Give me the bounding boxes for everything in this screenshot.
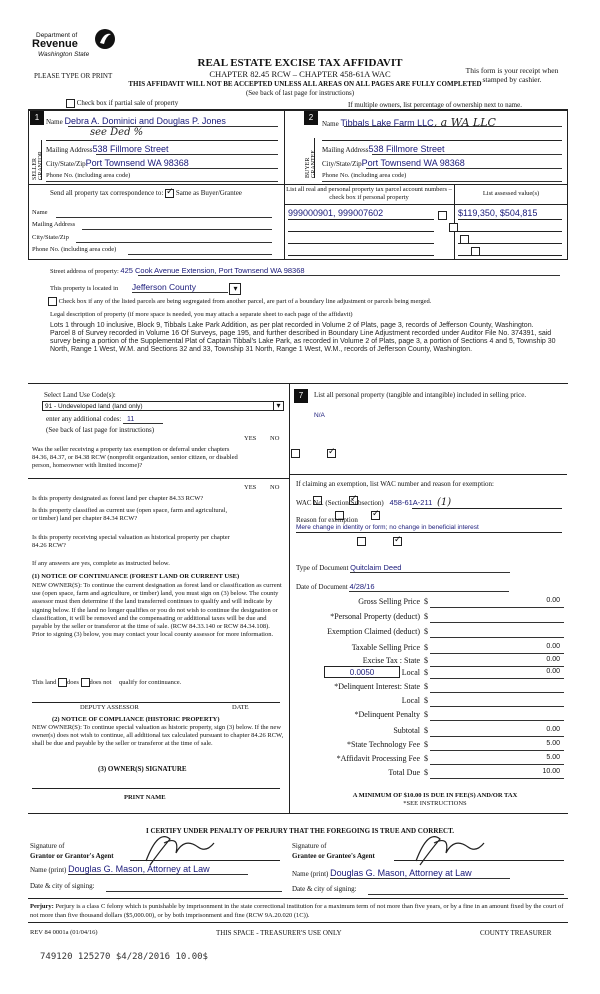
personal-property-checkbox-1[interactable]: [438, 211, 447, 220]
dollar-sign: $: [424, 656, 428, 665]
dept-line1: Department of: [36, 32, 78, 39]
reason-label: Reason for exemption: [296, 516, 358, 524]
grantor-name-row: Name (print) Douglas G. Mason, Attorney at Law: [30, 864, 248, 875]
grantee-name-row: Name (print) Douglas G. Mason, Attorney at Law: [292, 868, 510, 879]
buyer-side-label: BUYER GRANTEE: [303, 138, 315, 178]
minimum-fee-note: A MINIMUM OF $10.00 IS DUE IN FEE(S) AND/OR TAX: [352, 792, 518, 799]
dollar-sign: $: [424, 740, 428, 749]
fee-row: [296, 627, 564, 638]
seller-phone-row: Phone No. (including area code): [46, 172, 278, 179]
grantee-signature-icon: [410, 825, 490, 867]
fee-value[interactable]: 0.00: [546, 597, 560, 604]
multiple-owners-note: If multiple owners, list percentage of ownership next to name.: [348, 101, 522, 109]
personal-property-checkbox-2[interactable]: [449, 223, 458, 232]
grantor-date-row: Date & city of signing:: [30, 882, 282, 890]
form-title: REAL ESTATE EXCISE TAX AFFIDAVIT: [197, 57, 403, 69]
no-header-2: NO: [270, 484, 280, 491]
grantee-name[interactable]: Douglas G. Mason, Attorney at Law: [330, 868, 510, 879]
fee-row: [296, 682, 564, 693]
dollar-sign: $: [424, 682, 428, 691]
corr-mailing-row: Mailing Address: [32, 221, 272, 228]
personal-property-label: List all personal property (tangible and intangible) included in selling price.: [314, 391, 527, 399]
owner-signature-label: (3) OWNER(S) SIGNATURE: [98, 765, 187, 773]
q4-yes-checkbox[interactable]: [357, 537, 366, 546]
dollar-sign: $: [424, 668, 428, 677]
dollar-sign: $: [424, 612, 428, 621]
form-warning: THIS AFFIDAVIT WILL NOT BE ACCEPTED UNLESS ALL AREAS ON ALL PAGES ARE FULLY COMPLETED: [128, 80, 482, 88]
grantee-date-row: Date & city of signing:: [292, 885, 564, 893]
fee-row: [296, 597, 564, 608]
seller-side-label: SELLER GRANTOR: [30, 140, 42, 180]
notice1-body: NEW OWNER(S): To continue the current designation as forest land or classification as current use (open space, farm and agriculture, or timber) land, you must sign on (3) below. The county assessor must then determine if the land transferred continues to qualify and will indicate by signing below. If the land no longer qualifies or you do not wish to continue the designation or classification, it will be removed and the compensating or additional taxes will be due and payable by the seller or transferor at the time of sale. (RCW 84.33.140 or RCW 84.34.108). Prior to signing (3) below, you may contact your local county assessor for more information.: [32, 582, 282, 639]
dollar-sign: $: [424, 768, 428, 777]
fee-label: Taxable Selling Price: [351, 643, 420, 652]
fee-row: [296, 726, 564, 737]
segregated-row: Check box if any of the listed parcels are being segregated from another parcel, are part of a boundary line adjustment or parcels being merged.: [48, 297, 562, 306]
fee-value[interactable]: 0.00: [546, 668, 560, 675]
fee-label: *Affidavit Processing Fee: [336, 754, 420, 763]
dollar-sign: $: [424, 597, 428, 606]
fee-value[interactable]: 0.00: [546, 726, 560, 733]
q1-text: Was the seller receiving a property tax exemption or deferral under chapters 84.36, 84.37, or 84.38 RCW (nonprofit organization, senior citizen, or disabled person, homeowner with limited income)?: [32, 446, 238, 469]
fee-label: *Delinquent Penalty: [354, 710, 420, 719]
section-2-badge: 2: [304, 111, 318, 125]
fee-label: Local: [401, 696, 420, 705]
fee-row: [296, 643, 564, 654]
fee-row: [296, 612, 564, 623]
q3-no-checkbox[interactable]: [371, 511, 380, 520]
fee-label: Excise Tax : State: [362, 656, 420, 665]
corr-name-row: Name: [32, 209, 272, 216]
street-row: Street address of property: 425 Cook Avenue Extension, Port Townsend WA 98368: [50, 266, 560, 275]
fee-row: [296, 754, 564, 765]
dollar-sign: $: [424, 643, 428, 652]
no-header-1: NO: [270, 435, 280, 442]
exemption-label: If claiming an exemption, list WAC number and reason for exemption:: [296, 480, 494, 488]
dollar-sign: $: [424, 754, 428, 763]
fee-value[interactable]: 10.00: [542, 768, 560, 775]
print-name-label: PRINT NAME: [124, 794, 166, 801]
legal-description[interactable]: Lots 1 through 10 inclusive, Block 9, Tibbals Lake Park Addition, as per plat recorded in Volume 2 of Plats, page 3, records of Jefferson County, Washington. Parcel 8 of Survey recorded in Volume 16 Of Surveys, page 195, and further described in Boundary Line Adjustment recorded under Auditor File No. 374391, said survey being a portion of the Supplemental Plat of Captain Tibbal's Lake Park, as recorded in Volume 2 of Plats, page 3, a portion of Sections 4 and 5, Township 30 North, Range 1 West, W.M. and Sections 32 and 33, Township 31 North, Range 1 West, W.M., records of Jefferson County, Washington.: [50, 322, 556, 353]
buyer-phone-row: Phone No. (including area code): [322, 172, 562, 179]
seller-city-row: City/State/ZipPort Townsend WA 98368: [46, 158, 278, 168]
fee-row: [296, 768, 564, 779]
county-treasurer: COUNTY TREASURER: [480, 929, 552, 937]
grantee-sig-label1: Signature of: [292, 842, 327, 850]
corr-city-row: City/State/Zip: [32, 234, 272, 241]
personal-property-value[interactable]: N/A: [314, 412, 325, 419]
buyer-mailing-row: Mailing Address538 Fillmore Street: [322, 144, 562, 154]
see-instructions-note: *SEE INSTRUCTIONS: [403, 800, 467, 807]
fee-value[interactable]: 5.00: [546, 740, 560, 747]
fee-label: Subtotal: [393, 726, 420, 735]
legal-label: Legal description of property (if more space is needed, you may attach a separate sheet to each page of the affidavit): [50, 311, 353, 318]
doc-type-row: Type of Document Quitclaim Deed: [296, 563, 510, 573]
buyer-name-row: Name Tibbals Lake Farm LLC, a WA LLC: [322, 116, 562, 129]
yes-header-2: YES: [244, 484, 257, 491]
revenue-logo: [32, 28, 122, 64]
dept-line3: Washington State: [38, 51, 90, 58]
county-select[interactable]: Jefferson County: [132, 282, 228, 293]
seller-mailing[interactable]: 538 Fillmore Street: [92, 144, 169, 154]
county-row: This property is located in Jefferson County ▾: [50, 282, 241, 295]
q4-no-checkbox[interactable]: [393, 537, 402, 546]
q3-text: Is this property classified as current use (open space, farm and agricultural, or timber) land per chapter 84.34 RCW?: [32, 507, 228, 522]
fee-label: Exemption Claimed (deduct): [327, 627, 420, 636]
buyer-city-row: City/State/ZipPort Townsend WA 98368: [322, 158, 562, 168]
doc-type[interactable]: Quitclaim Deed: [350, 563, 510, 573]
seller-handwritten: see Ded %: [90, 127, 144, 138]
grantee-sig-label2: Grantee or Grantee's Agent: [292, 852, 375, 860]
section-1-badge: 1: [30, 111, 44, 125]
q2-text: Is this property designated as forest land per chapter 84.33 RCW?: [32, 495, 204, 502]
fee-label: *Personal Property (deduct): [330, 612, 420, 621]
parcels-header: List all real and personal property tax parcel account numbers – check box if personal property: [286, 186, 452, 201]
assessed-values[interactable]: $119,350, $504,815: [458, 208, 538, 218]
certify-statement: I CERTIFY UNDER PENALTY OF PERJURY THAT THE FOREGOING IS TRUE AND CORRECT.: [145, 827, 454, 835]
treasurer-space: THIS SPACE - TREASURER'S USE ONLY: [216, 929, 342, 937]
additional-codes-row: enter any additional codes: 11: [46, 415, 163, 424]
partial-sale-label: Check box if partial sale of property: [76, 99, 179, 108]
this-land-row: This land does does not qualify for continuance.: [32, 678, 182, 686]
dept-line2: Revenue: [32, 38, 78, 50]
parcel-numbers[interactable]: 999000901, 999007602: [288, 208, 384, 218]
dollar-sign: $: [424, 726, 428, 735]
land-use-dropdown-icon[interactable]: ▾: [273, 401, 283, 411]
please-type: PLEASE TYPE OR PRINT: [34, 72, 113, 80]
cashier-stamp: 749120 125270 $4/28/2016 10.00$: [40, 952, 208, 962]
form-revision: REV 84 0001a (01/04/16): [30, 929, 98, 936]
dollar-sign: $: [424, 710, 428, 719]
section-7-badge: 7: [294, 389, 308, 403]
deputy-date-label: DATE: [232, 704, 249, 711]
fee-label: Local: [401, 668, 420, 677]
corr-phone-row: Phone No. (including area code): [32, 246, 272, 253]
land-use-select[interactable]: 91 - Undeveloped land (land only) ▾: [42, 401, 284, 411]
partial-sale-checkbox[interactable]: [66, 99, 75, 108]
q1-no-checkbox[interactable]: [327, 449, 336, 458]
doc-date[interactable]: 4/28/16: [349, 582, 509, 592]
if-yes-note: If any answers are yes, complete as instructed below.: [32, 560, 170, 567]
wac-row: WAC No. (Section/Subsection) 458-61A-211 (1): [296, 497, 452, 508]
local-rate[interactable]: 0.0050: [324, 666, 400, 678]
notice2-title: (2) NOTICE OF COMPLIANCE (HISTORIC PROPERTY): [52, 716, 220, 723]
form-see-back: (See back of last page for instructions): [245, 89, 355, 97]
fee-label: Total Due: [388, 768, 420, 777]
land-does-not-checkbox[interactable]: [81, 678, 90, 687]
fee-label: Gross Selling Price: [358, 597, 420, 606]
perjury-notice: Perjury: Perjury is a class C felony which is punishable by imprisonment in the state correctional institution for a maximum term of not more than five years, or by a fine in an amount fixed by the court of not more than five thousand dollars ($5,000.00), or by both imprisonment and fine (RCW 9A.20.020 (1C)).: [30, 903, 564, 919]
fee-row: [296, 696, 564, 707]
same-as-buyer-checkbox[interactable]: [165, 189, 174, 198]
fee-value[interactable]: 0.00: [546, 656, 560, 663]
notice1-title: (1) NOTICE OF CONTINUANCE (FOREST LAND OR CURRENT USE): [32, 573, 240, 580]
buyer-name[interactable]: Tibbals Lake Farm LLC: [340, 118, 434, 128]
deputy-label: DEPUTY ASSESSOR: [80, 704, 139, 711]
land-does-checkbox[interactable]: [58, 678, 67, 687]
yes-header-1: YES: [244, 435, 257, 442]
land-use-see-back: (See back of last page for instructions): [46, 426, 155, 434]
grantor-sig-label1: Signature of: [30, 842, 65, 850]
grantor-name[interactable]: Douglas G. Mason, Attorney at Law: [68, 864, 248, 875]
land-use-label: Select Land Use Code(s):: [44, 391, 116, 399]
seller-name[interactable]: Debra A. Dominici and Douglas P. Jones: [64, 116, 226, 126]
reason-value[interactable]: Mere change in identity or form; no change in beneficial interest: [296, 524, 479, 531]
buyer-city[interactable]: Port Townsend WA 98368: [361, 158, 465, 168]
fee-label: *State Technology Fee: [346, 740, 420, 749]
assessed-header: List assessed value(s): [482, 190, 540, 197]
segregated-checkbox[interactable]: [48, 297, 57, 306]
fee-label: *Delinquent Interest: State: [334, 682, 420, 691]
seller-name-row: Name Debra A. Dominici and Douglas P. Jones: [46, 116, 278, 126]
receipt-note: This form is your receipt when stamped by cashier.: [465, 66, 559, 84]
wac-number[interactable]: 458-61A-211: [389, 498, 433, 507]
grantor-signature-icon: [140, 825, 220, 867]
revenue-logo-icon: [94, 28, 116, 50]
q1-yes-checkbox[interactable]: [291, 449, 300, 458]
buyer-mailing[interactable]: 538 Fillmore Street: [368, 144, 445, 154]
q4-text: Is this property receiving special valuation as historical property per chapter 84.26 RCW?: [32, 534, 230, 549]
correspondence-row: Send all property tax correspondence to: ✓ Same as Buyer/Grantee: [50, 189, 242, 198]
seller-city[interactable]: Port Townsend WA 98368: [85, 158, 189, 168]
notice2-body: NEW OWNER(S): To continue special valuation as historic property, sign (3) below. If the new owner(s) does not wish to continue, all additional tax calculated pursuant to chapter 84.26 RCW, shall be due and payable by the seller or transferor at the time of sale.: [32, 724, 284, 748]
additional-codes[interactable]: 11: [123, 416, 163, 424]
buyer-handwritten: , a WA LLC: [433, 116, 496, 129]
dollar-sign: $: [424, 696, 428, 705]
fee-value[interactable]: 0.00: [546, 643, 560, 650]
seller-mailing-row: Mailing Address538 Fillmore Street: [46, 144, 278, 154]
grantor-sig-label2: Grantor or Grantor's Agent: [30, 852, 114, 860]
fee-value[interactable]: 5.00: [546, 754, 560, 761]
wac-handwritten: (1): [437, 497, 452, 508]
doc-date-row: Date of Document 4/28/16: [296, 582, 509, 592]
county-dropdown-arrow-icon[interactable]: ▾: [229, 283, 241, 295]
partial-sale-row: [66, 99, 178, 108]
dollar-sign: $: [424, 627, 428, 636]
fee-row: [296, 740, 564, 751]
fee-row: [296, 710, 564, 721]
form-chapter: CHAPTER 82.45 RCW – CHAPTER 458-61A WAC: [209, 69, 391, 79]
property-street[interactable]: 425 Cook Avenue Extension, Port Townsend WA 98368: [120, 266, 305, 275]
